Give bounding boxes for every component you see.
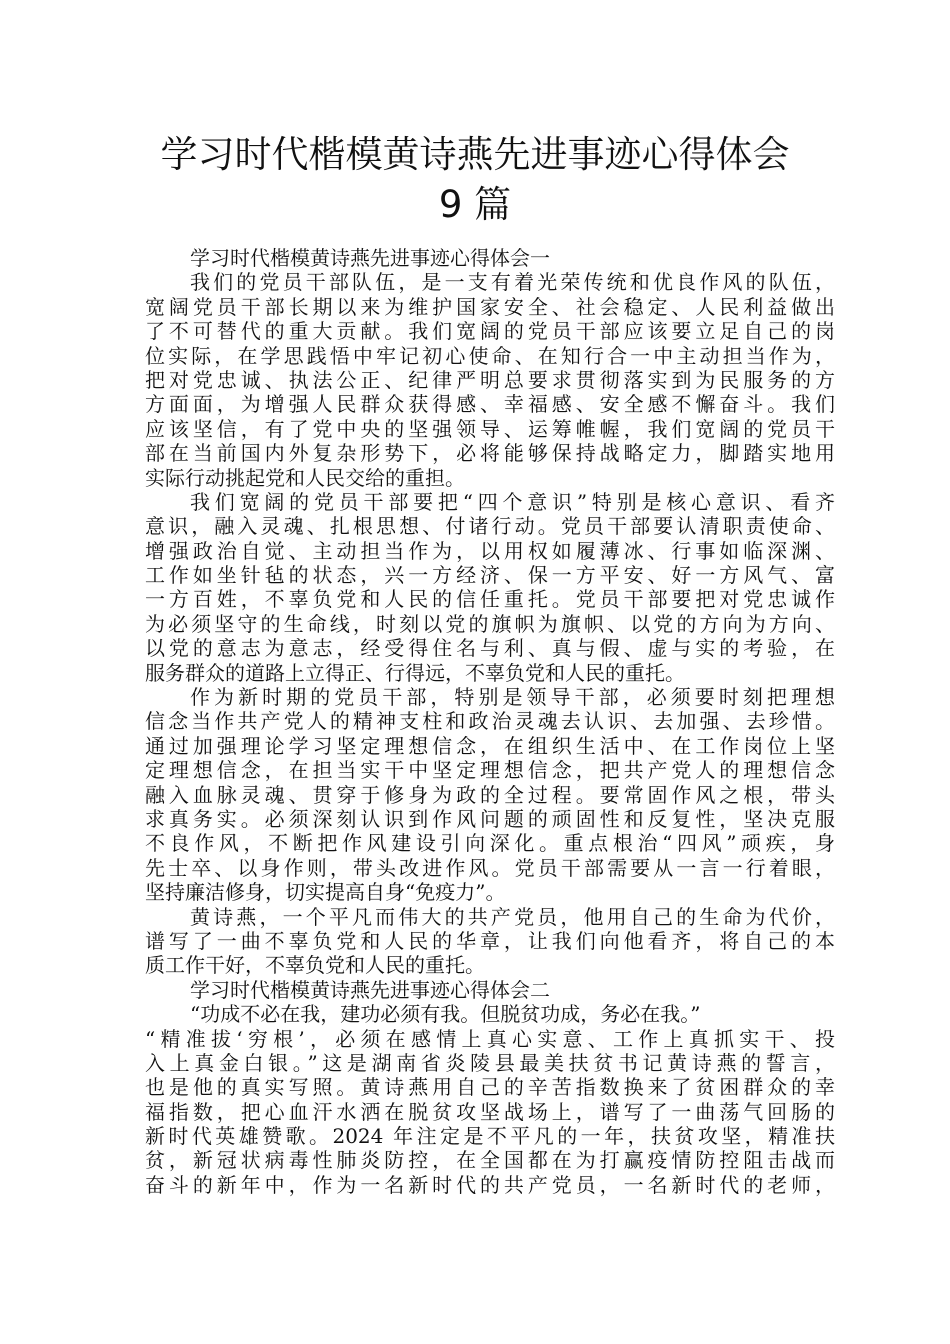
text-line: 求真务实。必须深刻认识到作风问题的顽固性和反复性，坚决克服: [145, 806, 835, 831]
text-line: 信念当作共产党人的精神支柱和政治灵魂去认识、去加强、去珍惜。: [145, 709, 835, 734]
text-line: 实际行动挑起党和人民交给的重担。: [145, 465, 465, 490]
text-line: “功成不必在我，建功必须有我。但脱贫功成，务必在我。”: [190, 1002, 701, 1027]
text-line: 也是他的真实写照。黄诗燕用自己的辛苦指数换来了贫困群众的幸: [145, 1075, 835, 1100]
text-line: 一方百姓，不辜负党和人民的信任重托。党员干部要把对党忠诚作: [145, 587, 835, 612]
text-line: 不良作风，不断把作风建设引向深化。重点根治“四风”顽疾，身: [145, 831, 835, 856]
text-line: 坚持廉洁修身，切实提高自身“免疫力”。: [145, 880, 506, 905]
text-line: 宽阔党员干部长期以来为维护国家安全、社会稳定、人民利益做出: [145, 294, 835, 319]
document-title-line-2: 9 篇: [438, 183, 512, 226]
text-line: 质工作干好，不辜负党和人民的重托。: [145, 953, 485, 978]
text-line: “精准拔‘穷根’，必须在感情上真心实意、工作上真抓实干、投: [145, 1026, 835, 1051]
text-line: 定理想信念，在担当实干中坚定理想信念，把共产党人的理想信念: [145, 758, 835, 783]
text-line: 把对党忠诚、执法公正、纪律严明总要求贯彻落实到为民服务的方: [145, 367, 835, 392]
text-line: 为必须坚守的生命线，时刻以党的旗帜为旗帜、以党的方向为方向、: [145, 611, 835, 636]
text-line: 增强政治自觉、主动担当作为，以用权如履薄冰、行事如临深渊、: [145, 538, 835, 563]
text-line: 意识，融入灵魂、扎根思想、付诸行动。党员干部要认清职责使命、: [145, 514, 835, 539]
text-line: 以党的意志为意志，经受得住名与利、真与假、虚与实的考验，在: [145, 636, 835, 661]
text-line: 我们宽阔的党员干部要把“四个意识”特别是核心意识、看齐: [190, 489, 835, 514]
text-line: 贫，新冠状病毒性肺炎防控，在全国都在为打赢疫情防控阻击战而: [145, 1148, 835, 1173]
text-line: 学习时代楷模黄诗燕先进事迹心得体会二: [190, 977, 550, 1002]
text-line: 位实际，在学思践悟中牢记初心使命、在知行合一中主动担当作为，: [145, 343, 835, 368]
text-line: 通过加强理论学习坚定理想信念，在组织生活中、在工作岗位上坚: [145, 733, 835, 758]
text-line: 入上真金白银。”这是湖南省炎陵县最美扶贫书记黄诗燕的誓言，: [145, 1050, 835, 1075]
text-line: 我们的党员干部队伍，是一支有着光荣传统和优良作风的队伍，: [190, 270, 835, 295]
text-line: 奋斗的新年中，作为一名新时代的共产党员，一名新时代的老师，: [145, 1172, 835, 1197]
text-line: 先士卒、以身作则，带头改进作风。党员干部需要从一言一行着眼，: [145, 855, 835, 880]
text-line: 应该坚信，有了党中央的坚强领导、运筹帷幄，我们宽阔的党员干: [145, 416, 835, 441]
text-line: 融入血脉灵魂、贯穿于修身为政的全过程。要常固作风之根，带头: [145, 782, 835, 807]
text-line: 作为新时期的党员干部，特别是领导干部，必须要时刻把理想: [190, 685, 835, 710]
text-line: 工作如坐针毡的状态，兴一方经济、保一方平安、好一方风气、富: [145, 563, 835, 588]
text-line: 学习时代楷模黄诗燕先进事迹心得体会一: [190, 246, 550, 270]
text-line: 方面面，为增强人民群众获得感、幸福感、安全感不懈奋斗。我们: [145, 392, 835, 417]
text-line: 部在当前国内外复杂形势下，必将能够保持战略定力，脚踏实地用: [145, 441, 835, 466]
document-body: [145, 246, 835, 1197]
text-line: 福指数，把心血汗水洒在脱贫攻坚战场上，谱写了一曲荡气回肠的: [145, 1099, 835, 1124]
document-title-line-1: 学习时代楷模黄诗燕先进事迹心得体会: [160, 133, 790, 176]
text-line: 黄诗燕，一个平凡而伟大的共产党员，他用自己的生命为代价，: [190, 904, 835, 929]
text-line: 服务群众的道路上立得正、行得远，不辜负党和人民的重托。: [145, 660, 685, 685]
text-line: 了不可替代的重大贡献。我们宽阔的党员干部应该要立足自己的岗: [145, 319, 835, 344]
text-line: 新时代英雄赞歌。2024 年注定是不平凡的一年，扶贫攻坚，精准扶: [145, 1124, 835, 1149]
text-line: 谱写了一曲不辜负党和人民的华章，让我们向他看齐，将自己的本: [145, 928, 835, 953]
